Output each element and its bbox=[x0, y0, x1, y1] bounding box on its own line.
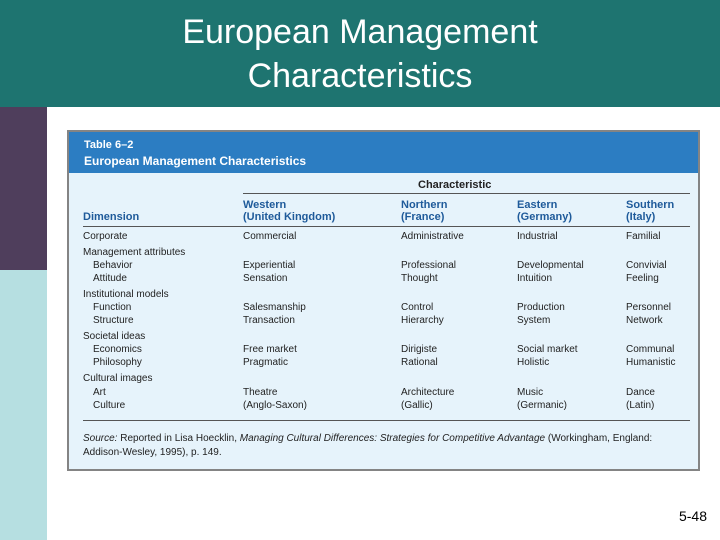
table-cell-dimension: Structure bbox=[93, 315, 134, 326]
table-cell-dimension: Attitude bbox=[93, 273, 127, 284]
col-header-eastern-country: (Germany) bbox=[517, 211, 573, 223]
table-cell-dimension: Art bbox=[93, 387, 106, 398]
page-number: 5-48 bbox=[678, 508, 707, 524]
table-cell-northern: Professional bbox=[401, 260, 457, 271]
table-cell-western: Transaction bbox=[243, 315, 295, 326]
table-number: Table 6–2 bbox=[84, 139, 134, 151]
table-name: European Management Characteristics bbox=[84, 154, 307, 168]
table-cell-western: (Anglo-Saxon) bbox=[243, 400, 307, 411]
table-cell-eastern: System bbox=[517, 315, 551, 326]
table-cell-western: Sensation bbox=[243, 273, 288, 284]
table-cell-dimension: Function bbox=[93, 302, 132, 313]
table-cell-southern: Convivial bbox=[626, 260, 667, 271]
table-cell-southern: (Latin) bbox=[626, 400, 655, 411]
table-cell-northern: Thought bbox=[401, 273, 438, 284]
col-header-western-country: (United Kingdom) bbox=[243, 211, 336, 223]
col-header-southern: Southern bbox=[626, 199, 675, 211]
table-cell-eastern: (Germanic) bbox=[517, 400, 568, 411]
table-cell-northern: (Gallic) bbox=[401, 400, 433, 411]
table-cell-northern: Control bbox=[401, 302, 434, 313]
table-cell-northern: Dirigiste bbox=[401, 344, 438, 355]
table-cell-southern: Network bbox=[626, 315, 663, 326]
table-cell-southern: Personnel bbox=[626, 302, 672, 313]
table-cell-western: Commercial bbox=[243, 231, 297, 242]
table-cell-northern: Rational bbox=[401, 357, 438, 368]
col-header-eastern: Eastern bbox=[517, 199, 558, 211]
table-image-frame bbox=[67, 130, 700, 471]
side-accent-dark bbox=[0, 107, 47, 270]
table-cell-dimension: Philosophy bbox=[93, 357, 142, 368]
table-panel bbox=[69, 132, 698, 469]
table-cell-southern: Dance bbox=[626, 387, 655, 398]
table-cell-dimension: Corporate bbox=[83, 231, 128, 242]
table-cell-dimension: Culture bbox=[93, 400, 126, 411]
table-cell-dimension-group: Institutional models bbox=[83, 289, 169, 300]
table-cell-western: Pragmatic bbox=[243, 357, 289, 368]
col-header-northern: Northern bbox=[401, 199, 448, 211]
source-title: Managing Cultural Differences: Strategies for Competitive Advantage bbox=[239, 433, 546, 444]
table-cell-northern: Administrative bbox=[401, 231, 464, 242]
table-cell-northern: Hierarchy bbox=[401, 315, 444, 326]
col-header-dimension: Dimension bbox=[83, 211, 140, 223]
table-cell-southern: Familial bbox=[626, 231, 661, 242]
source-label: Source: bbox=[83, 433, 118, 444]
characteristic-rule bbox=[243, 193, 690, 194]
table-cell-eastern: Social market bbox=[517, 344, 578, 355]
slide-title-line-1: European Management bbox=[182, 13, 538, 51]
side-accent-light bbox=[0, 270, 47, 540]
table-cell-eastern: Developmental bbox=[517, 260, 584, 271]
table-cell-southern: Feeling bbox=[626, 273, 659, 284]
table-cell-eastern: Production bbox=[517, 302, 565, 313]
footer-rule bbox=[83, 420, 690, 421]
slide-title bbox=[0, 10, 720, 98]
table-header-bar bbox=[69, 132, 698, 173]
table-cell-northern: Architecture bbox=[401, 387, 455, 398]
source-text-1: Reported in Lisa Hoecklin, bbox=[117, 433, 240, 444]
slide-title-line-2: Characteristics bbox=[247, 57, 473, 95]
header-rule bbox=[83, 226, 690, 227]
table-cell-dimension-group: Societal ideas bbox=[83, 331, 146, 342]
table-cell-eastern: Intuition bbox=[517, 273, 553, 284]
source-text-2: (Workingham, England: Addison-Wesley, 1995), p. 149. bbox=[83, 433, 653, 458]
table-cell-eastern: Music bbox=[517, 387, 544, 398]
table-cell-western: Free market bbox=[243, 344, 297, 355]
table-cell-western: Experiential bbox=[243, 260, 296, 271]
col-header-southern-country: (Italy) bbox=[626, 211, 656, 223]
table-cell-western: Salesmanship bbox=[243, 302, 306, 313]
table-source-note bbox=[83, 432, 688, 460]
table-cell-western: Theatre bbox=[243, 387, 278, 398]
table-cell-southern: Humanistic bbox=[626, 357, 676, 368]
characteristic-header: Characteristic bbox=[418, 179, 492, 191]
table-cell-dimension-group: Management attributes bbox=[83, 247, 186, 258]
table-cell-eastern: Holistic bbox=[517, 357, 550, 368]
table-cell-dimension: Economics bbox=[93, 344, 142, 355]
table-cell-dimension: Behavior bbox=[93, 260, 133, 271]
table-cell-southern: Communal bbox=[626, 344, 675, 355]
table-cell-dimension-group: Cultural images bbox=[83, 373, 153, 384]
col-header-western: Western bbox=[243, 199, 287, 211]
table-cell-eastern: Industrial bbox=[517, 231, 558, 242]
col-header-northern-country: (France) bbox=[401, 211, 445, 223]
